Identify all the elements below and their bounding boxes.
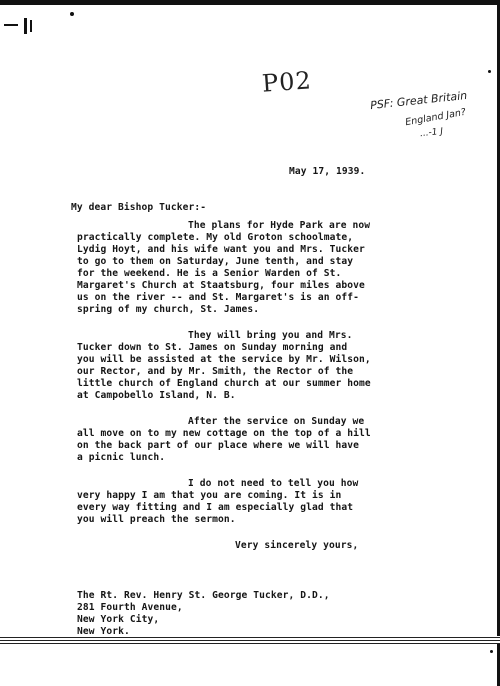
paragraph-3-line: After the service on Sunday we [188, 416, 365, 427]
letter-date: May 17, 1939. [289, 166, 366, 177]
paragraph-1-line: The plans for Hyde Park are now [188, 220, 371, 231]
letter-salutation: My dear Bishop Tucker:- [71, 202, 207, 213]
paragraph-4-line: every way fitting and I am especially glad that [77, 502, 354, 513]
paragraph-3-line: a picnic lunch. [77, 452, 166, 463]
address-line: The Rt. Rev. Henry St. George Tucker, D.D., [77, 590, 330, 601]
handwritten-note-line-1: PSF: Great Britain [369, 88, 468, 113]
paragraph-2-line: our Rector, and by Mr. Smith, the Rector of the [77, 366, 354, 377]
handwritten-stamp: P02 [261, 66, 313, 98]
address-line: New York City, [77, 614, 160, 625]
scan-corner-mark [4, 16, 52, 36]
paragraph-4-line: you will preach the sermon. [77, 514, 236, 525]
scan-edge-top [0, 0, 500, 5]
paragraph-1-line: practically complete. My old Groton schoolmate, [77, 232, 354, 243]
letter-closing: Very sincerely yours, [235, 540, 359, 551]
paragraph-2-line: Tucker down to St. James on Sunday morning and [77, 342, 348, 353]
scan-speck [488, 70, 491, 73]
paragraph-1-line: to go to them on Saturday, June tenth, and stay [77, 256, 354, 267]
address-line: New York. [77, 626, 130, 637]
scan-speck [70, 12, 74, 16]
paragraph-1-line: spring of my church, St. James. [77, 304, 260, 315]
paragraph-2-line: They will bring you and Mrs. [188, 330, 353, 341]
scan-edge-bottom [0, 636, 500, 644]
paragraph-1-line: for the weekend. He is a Senior Warden of St. [77, 268, 342, 279]
handwritten-note-line-2: England Jan? [404, 106, 467, 129]
paragraph-2-line: little church of England church at our summer home [77, 378, 371, 389]
paragraph-4-line: I do not need to tell you how [188, 478, 359, 489]
paragraph-2-line: at Campobello Island, N. B. [77, 390, 236, 401]
paragraph-1-line: Margaret's Church at Staatsburg, four miles above [77, 280, 365, 291]
handwritten-note-line-3: ...-1 J [419, 126, 444, 140]
paragraph-3-line: on the back part of our place where we will have [77, 440, 360, 451]
paragraph-2-line: you will be assisted at the service by Mr. Wilson, [77, 354, 371, 365]
address-line: 281 Fourth Avenue, [77, 602, 183, 613]
paragraph-1-line: us on the river -- and St. Margaret's is an off- [77, 292, 360, 303]
paragraph-4-line: very happy I am that you are coming. It is in [77, 490, 342, 501]
paragraph-1-line: Lydig Hoyt, and his wife want you and Mrs. Tucker [77, 244, 365, 255]
paragraph-3-line: all move on to my new cottage on the top of a hill [77, 428, 371, 439]
scan-speck [490, 650, 493, 653]
